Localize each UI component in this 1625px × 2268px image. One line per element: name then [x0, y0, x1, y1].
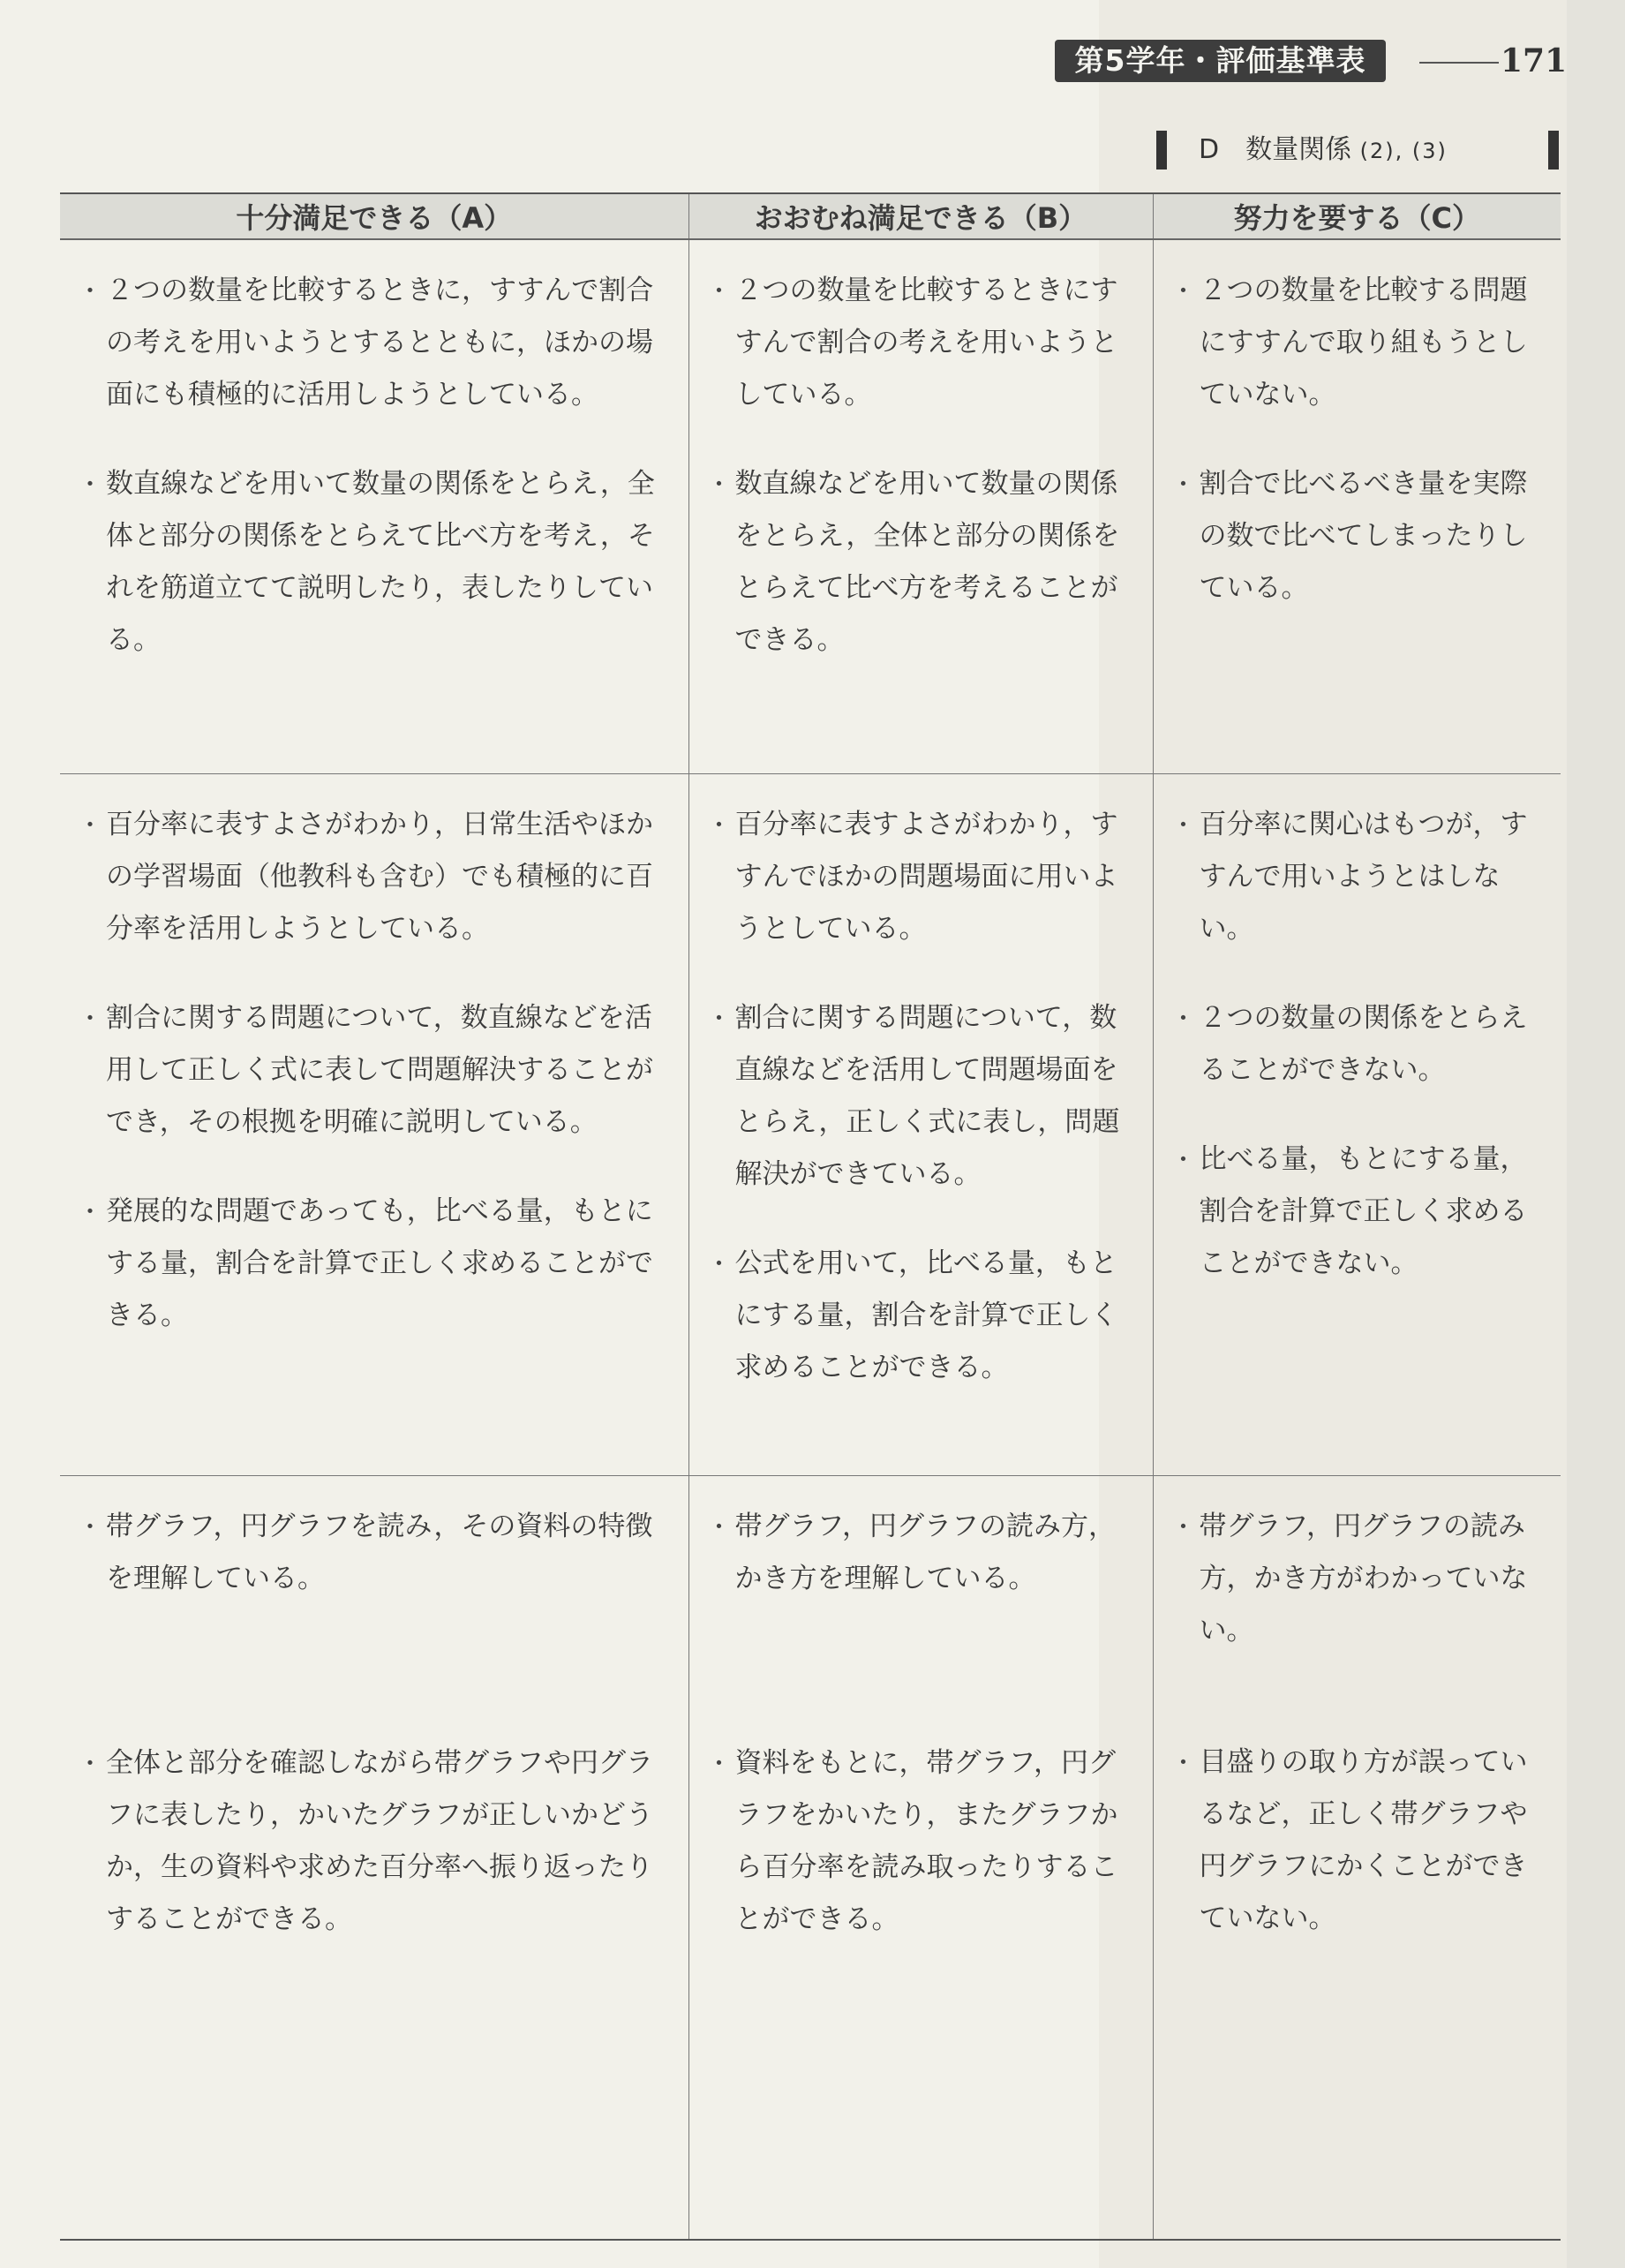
criterion-item: ・ 百分率に関心はもつが，すすんで用いようとはしない。	[1178, 799, 1546, 955]
cell-level-a	[60, 239, 688, 773]
evaluation-table	[60, 192, 1561, 2241]
header-level-c: 努力を要する（C）	[1153, 193, 1561, 239]
table-row	[60, 773, 1561, 1475]
criterion-item: ・ ２つの数量の関係をとらえることができない。	[1178, 992, 1546, 1096]
running-header: 第5学年・評価基準表	[1055, 40, 1386, 82]
criterion-item: ・ 数直線などを用いて数量の関係をとらえ，全体と部分の関係をとらえて比べ方を考えることができる。	[714, 458, 1137, 667]
cell-level-b	[688, 1475, 1153, 2240]
criterion-item: ・ 目盛りの取り方が誤っているなど，正しく帯グラフや円グラフにかくことができていない。	[1178, 1737, 1546, 1945]
criterion-item: ・ 割合に関する問題について，数直線などを活用して問題場面をとらえ，正しく式に表し，問題解決ができている。	[714, 992, 1137, 1201]
criterion-item: ・ 資料をもとに，帯グラフ，円グラフをかいたり，またグラフから百分率を読み取ったりすることができる。	[714, 1737, 1137, 1946]
section-sub: (2), (3)	[1359, 139, 1448, 163]
criterion-item: ・ 公式を用いて，比べる量，もとにする量，割合を計算で正しく求めることができる。	[714, 1238, 1137, 1394]
criterion-item: ・ 百分率に表すよさがわかり，日常生活やほかの学習場面（他教科も含む）でも積極的に百分率を活用しようとしている。	[85, 799, 673, 955]
header-level-b: おおむね満足できる（B）	[688, 193, 1153, 239]
table-row	[60, 239, 1561, 773]
section-tag	[1156, 131, 1559, 170]
criterion-item: ・ 数直線などを用いて数量の関係をとらえ，全体と部分の関係をとらえて比べ方を考え，それを筋道立てて説明したり，表したりしている。	[85, 458, 673, 667]
cell-level-a	[60, 773, 688, 1475]
table-row	[60, 1475, 1561, 2240]
criterion-item: ・ ２つの数量を比較するときにすすんで割合の考えを用いようとしている。	[714, 265, 1137, 421]
criterion-item: ・ 帯グラフ，円グラフの読み方，かき方を理解している。	[714, 1501, 1137, 1605]
criterion-item: ・ 全体と部分を確認しながら帯グラフや円グラフに表したり，かいたグラフが正しいかどうか，生の資料や求めた百分率へ振り返ったりすることができる。	[85, 1737, 673, 1946]
cell-level-b	[688, 773, 1153, 1475]
cell-level-c	[1153, 773, 1561, 1475]
criterion-item: ・ 割合に関する問題について，数直線などを活用して正しく式に表して問題解決することができ，その根拠を明確に説明している。	[85, 992, 673, 1149]
criterion-item: ・ 帯グラフ，円グラフを読み，その資料の特徴を理解している。	[85, 1501, 673, 1605]
page-number: 171	[1501, 42, 1568, 79]
criterion-item: ・ 割合で比べるべき量を実際の数で比べてしまったりしている。	[1178, 458, 1546, 614]
header-level-a: 十分満足できる（A）	[60, 193, 688, 239]
criterion-item: ・ ２つの数量を比較する問題にすすんで取り組もうとしていない。	[1178, 265, 1546, 421]
page-edge	[1567, 0, 1625, 2268]
section-label: D 数量関係	[1199, 134, 1352, 165]
header-rule	[1419, 62, 1499, 64]
cell-level-a	[60, 1475, 688, 2240]
criterion-item: ・ ２つの数量を比較するときに，すすんで割合の考えを用いようとするとともに，ほかの場面にも積極的に活用しようとしている。	[85, 265, 673, 421]
cell-level-c	[1153, 1475, 1561, 2240]
criterion-item: ・ 発展的な問題であっても，比べる量，もとにする量，割合を計算で正しく求めることができる。	[85, 1186, 673, 1342]
criterion-item: ・ 比べる量，もとにする量，割合を計算で正しく求めることができない。	[1178, 1134, 1546, 1290]
cell-level-b	[688, 239, 1153, 773]
cell-level-c	[1153, 239, 1561, 773]
criterion-item: ・ 百分率に表すよさがわかり，すすんでほかの問題場面に用いようとしている。	[714, 799, 1137, 955]
table-header-row	[60, 193, 1561, 239]
criterion-item: ・ 帯グラフ，円グラフの読み方，かき方がわかっていない。	[1178, 1501, 1546, 1657]
